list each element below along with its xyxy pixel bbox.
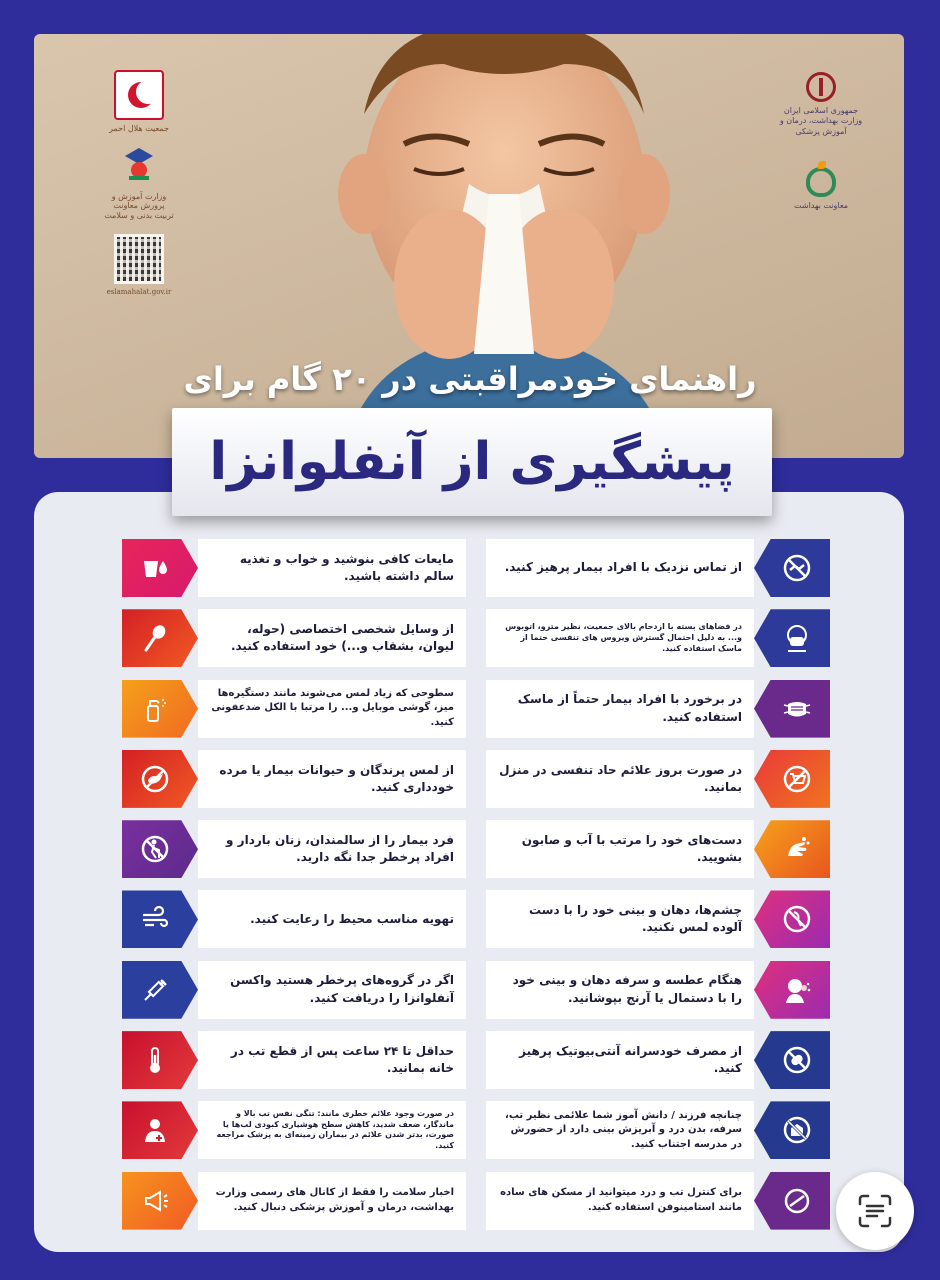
ministry-caption: جمهوری اسلامی ایران وزارت بهداشت، درمان و آموزش پزشکی xyxy=(779,106,863,136)
megaphone-icon xyxy=(122,1172,198,1230)
list-item xyxy=(486,1101,830,1159)
iran-emblem-icon xyxy=(806,72,836,102)
item-text: چنانچه فرزند / دانش آموز شما علائمی نظیر تب، سرفه، بدن درد و آبریزش بینی دارد از حضورش در مدرسه اجتناب کنید. xyxy=(486,1101,754,1159)
spray-icon xyxy=(122,680,198,738)
right-logos xyxy=(776,72,866,212)
list-item xyxy=(486,961,830,1019)
item-text: دست‌های خود را مرتب با آب و صابون بشویید. xyxy=(486,820,754,878)
list-item xyxy=(486,890,830,948)
list-item xyxy=(122,961,466,1019)
education-ministry-logo xyxy=(119,144,159,184)
list-item xyxy=(122,820,466,878)
item-text: از وسایل شخصی اختصاصی (حوله، لیوان، بشقاب و...) خود استفاده کنید. xyxy=(198,609,466,667)
list-item xyxy=(122,1101,466,1159)
qr-caption: eslamahalat.gov.ir xyxy=(106,288,172,297)
no-school-icon xyxy=(754,1101,830,1159)
item-text: در صورت بروز علائم حاد تنفسی در منزل بمانید. xyxy=(486,750,754,808)
sneeze-icon xyxy=(754,961,830,1019)
hand-wash-icon xyxy=(754,820,830,878)
list-item xyxy=(486,750,830,808)
no-elderly-icon xyxy=(122,820,198,878)
item-text: در صورت وجود علائم خطری مانند: تنگی نفس تب بالا و ماندگار، ضعف شدید، کاهش سطح هوشیاری کبودی لب‌ها یا صورت، بدتر شدن علائم در بیماران زمینه‌ای به پزشک مراجعه کنید. xyxy=(198,1101,466,1159)
item-text: سطوحی که زیاد لمس می‌شوند مانند دستگیره‌ها میز، گوشی موبایل و... را مرتبا با الکل ضدعفونی کنید. xyxy=(198,680,466,738)
list-item xyxy=(486,539,830,597)
right-column xyxy=(486,539,830,1242)
red-crescent-logo xyxy=(114,70,164,120)
item-text: برای کنترل تب و درد میتوانید از مسکن های ساده مانند استامینوفن استفاده کنید. xyxy=(486,1172,754,1230)
qr-code[interactable] xyxy=(114,234,164,284)
item-text: از لمس پرندگان و حیوانات بیمار یا مرده خودداری کنید. xyxy=(198,750,466,808)
list-item xyxy=(486,1031,830,1089)
water-cup-icon xyxy=(122,539,198,597)
list-item xyxy=(122,1172,466,1230)
item-text: فرد بیمار را از سالمندان، زنان باردار و افراد پرخطر جدا نگه دارید. xyxy=(198,820,466,878)
list-item xyxy=(122,680,466,738)
list-item xyxy=(122,539,466,597)
wind-icon xyxy=(122,890,198,948)
thermometer-icon xyxy=(122,1031,198,1089)
list-item xyxy=(486,820,830,878)
scan-text-icon xyxy=(856,1192,894,1230)
left-logos xyxy=(104,70,174,297)
tablet-icon xyxy=(754,1172,830,1230)
item-text: از تماس نزدیک با افراد بیمار پرهیز کنید. xyxy=(486,539,754,597)
text-scan-button[interactable] xyxy=(836,1172,914,1250)
red-crescent-caption: جمعیت هلال احمر xyxy=(109,124,169,133)
item-text: در فضاهای بسته با ازدحام بالای جمعیت، نظیر مترو، اتوبوس و... به دلیل احتمال گسترش ویروس های تنفسی حتما از ماسک استفاده کنید. xyxy=(486,609,754,667)
no-handshake-icon xyxy=(754,539,830,597)
spoon-icon xyxy=(122,609,198,667)
no-bird-icon xyxy=(122,750,198,808)
item-text: اگر در گروه‌های پرخطر هستید واکسن آنفلوانزا را دریافت کنید. xyxy=(198,961,466,1019)
health-deputy-caption: معاونت بهداشت xyxy=(794,201,848,211)
no-pill-icon xyxy=(754,1031,830,1089)
item-text: هنگام عطسه و سرفه دهان و بینی خود را با دستمال یا آرنج بپوشانید. xyxy=(486,961,754,1019)
list-item xyxy=(486,1172,830,1230)
list-item xyxy=(486,609,830,667)
no-touch-face-icon xyxy=(754,890,830,948)
item-text: تهویه مناسب محیط را رعایت کنید. xyxy=(198,890,466,948)
list-item xyxy=(122,890,466,948)
item-text: حداقل تا ۲۴ ساعت پس از قطع تب در خانه بمانید. xyxy=(198,1031,466,1089)
item-text: چشم‌ها، دهان و بینی خود را با دست آلوده لمس نکنید. xyxy=(486,890,754,948)
doctor-icon xyxy=(122,1101,198,1159)
list-item xyxy=(122,1031,466,1089)
mask-icon xyxy=(754,680,830,738)
list-item xyxy=(486,680,830,738)
list-item xyxy=(122,609,466,667)
health-deputy-logo xyxy=(806,167,836,197)
item-text: از مصرف خودسرانه آنتی‌بیوتیک پرهیز کنید. xyxy=(486,1031,754,1089)
item-text: اخبار سلامت را فقط از کانال های رسمی وزارت بهداشت، درمان و آموزش پزشکی دنبال کنید. xyxy=(198,1172,466,1230)
list-item xyxy=(122,750,466,808)
poster-subtitle: راهنمای خودمراقبتی در ۲۰ گام برای xyxy=(183,360,757,398)
title-banner xyxy=(172,408,772,516)
item-text: در برخورد با افراد بیمار حتماً از ماسک استفاده کنید. xyxy=(486,680,754,738)
poster-title: پیشگیری از آنفلوانزا xyxy=(209,432,735,492)
no-shopping-icon xyxy=(754,750,830,808)
syringe-icon xyxy=(122,961,198,1019)
mask-face-icon xyxy=(754,609,830,667)
education-ministry-caption: وزارت آموزش و پرورش معاونت تربیت بدنی و سلامت xyxy=(104,191,174,220)
item-text: مایعات کافی بنوشید و خواب و تغذیه سالم داشته باشید. xyxy=(198,539,466,597)
left-column xyxy=(122,539,466,1242)
